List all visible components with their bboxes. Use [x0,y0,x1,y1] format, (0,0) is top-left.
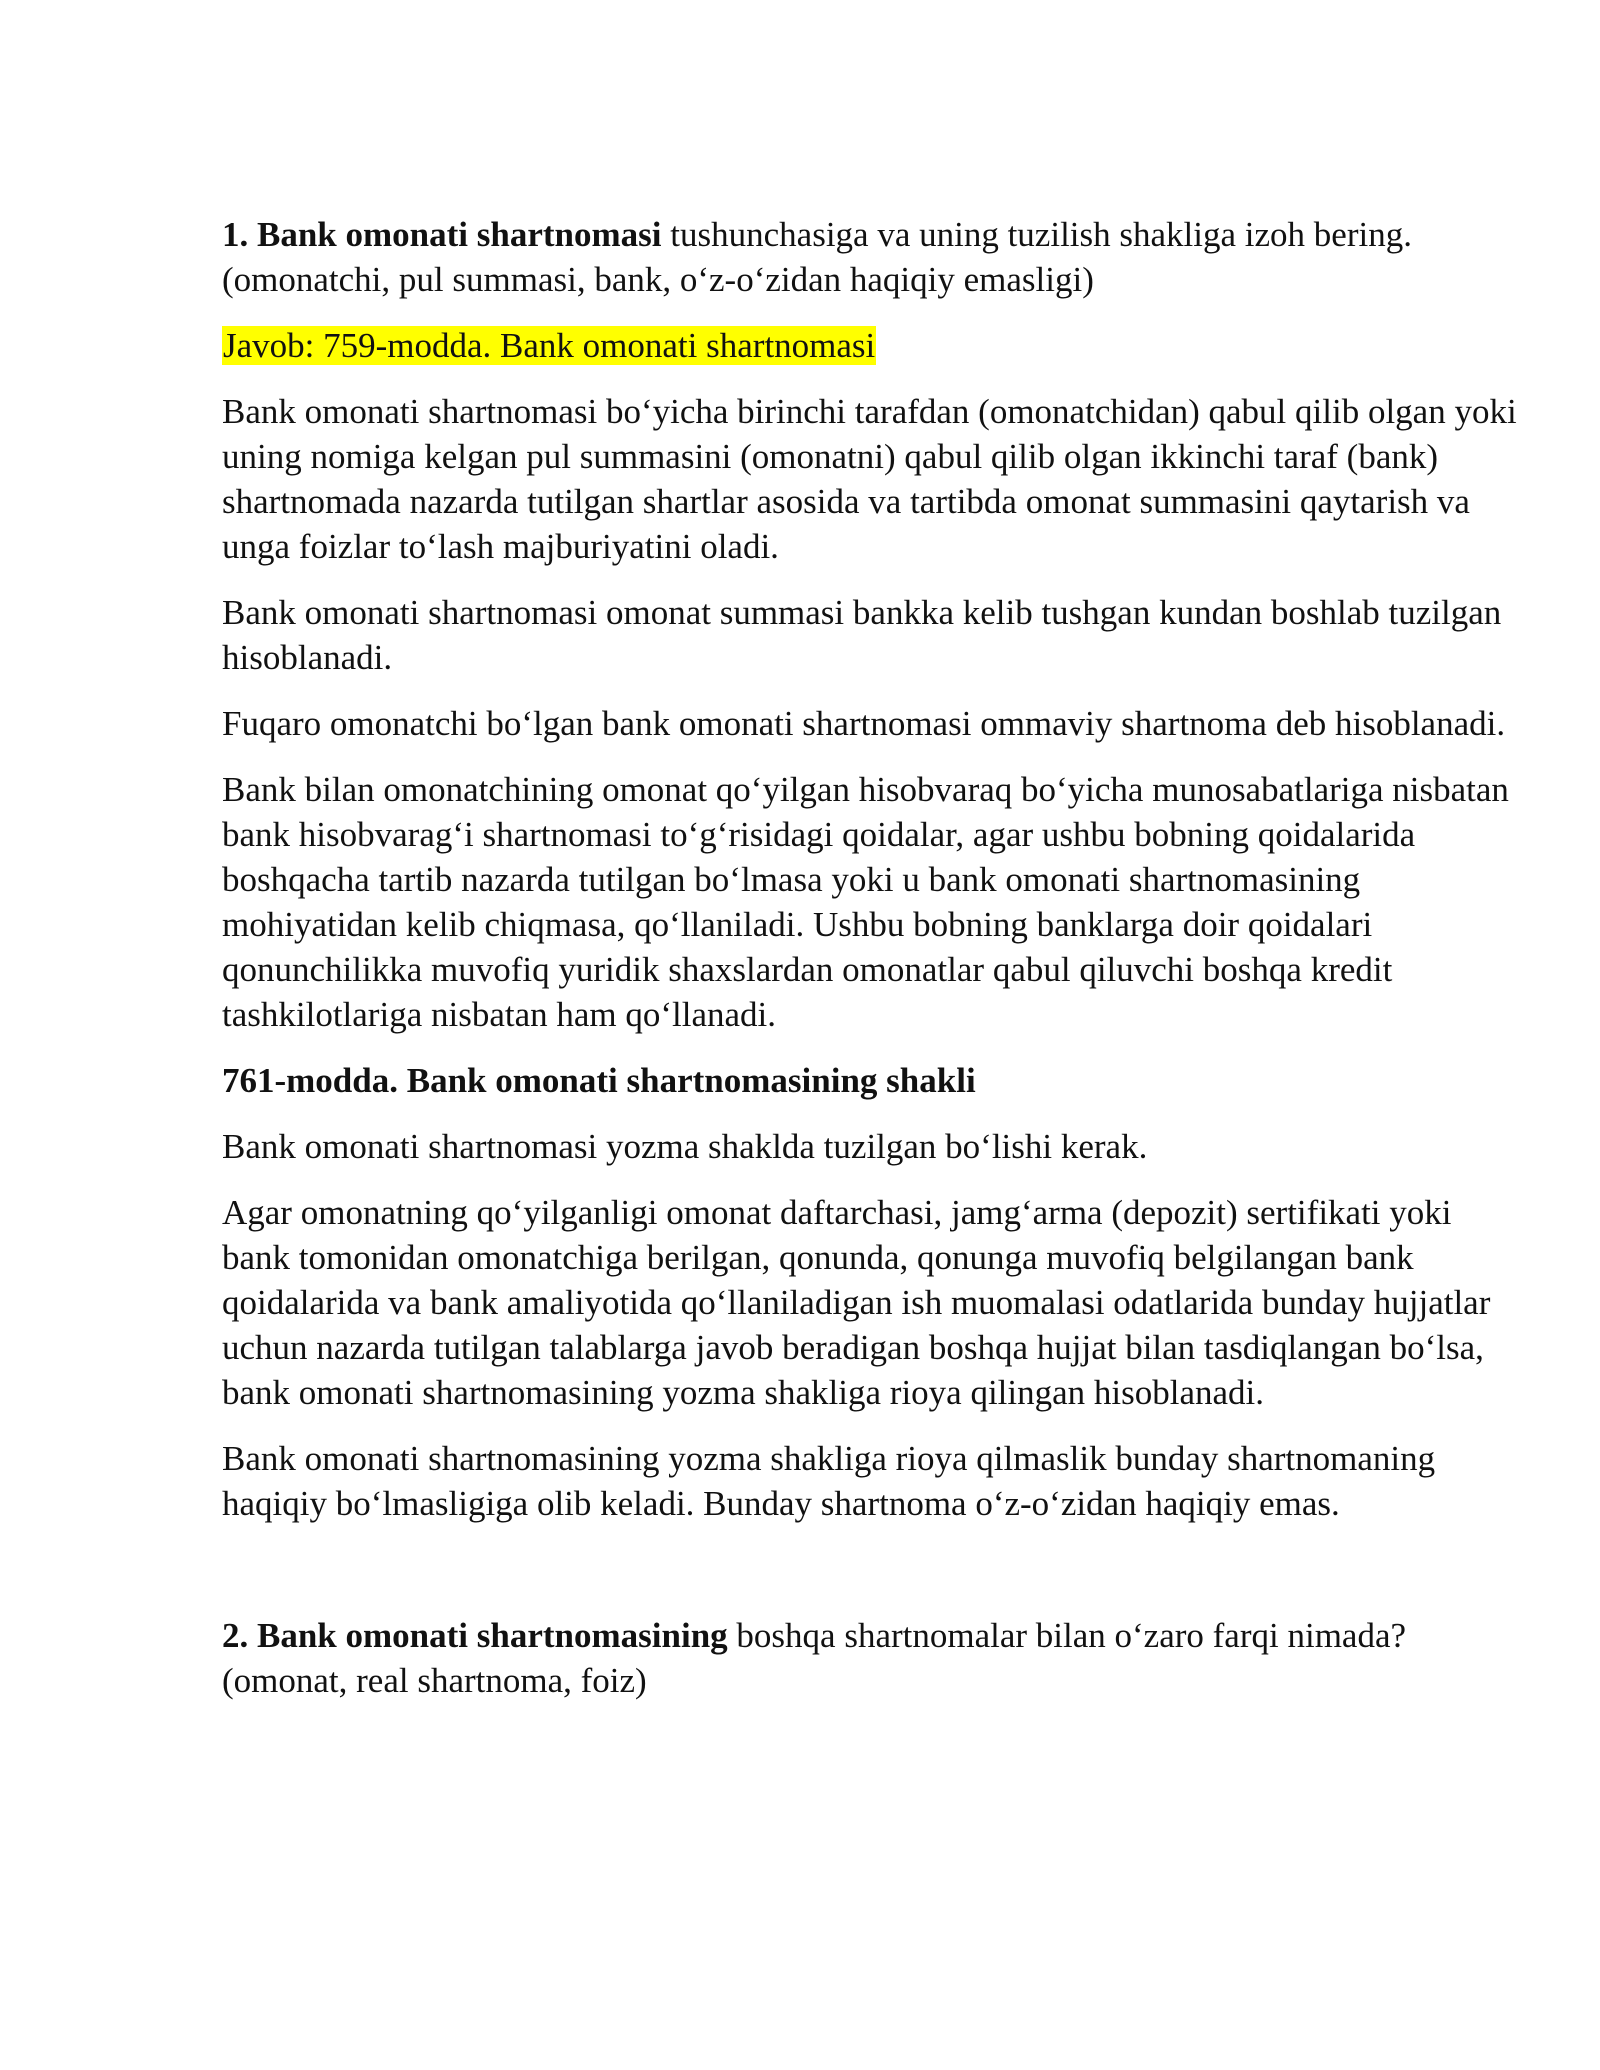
question-2-number: 2. [222,1616,249,1655]
paragraph-761-3: Bank omonati shartnomasining yozma shakliga rioya qilmaslik bunday shartnomaning haqiqiy bo‘lmasligiga olib keladi. Bunday shartnoma o‘z-o‘zidan haqiqiy emas. [222,1439,1436,1523]
paragraph-759-4: Bank bilan omonatchining omonat qo‘yilgan hisobvaraq bo‘yicha munosabatlariga nisbatan bank hisobvarag‘i shartnomasi to‘g‘risidagi qoidalar, agar ushbu bobning qoidalarida boshqacha tartib nazarda tutilgan bo‘lmasa yoki u bank omonati shartnomasining mohiyatidan kelib chiqmasa, qo‘llaniladi. Ushbu bobning banklarga doir qoidalari qonunchilikka muvofiq yuridik shaxslardan omonatlar qabul qiluvchi boshqa kredit tashkilotlariga nisbatan ham qo‘llanadi. [222,770,1509,1034]
paragraph-759-1: Bank omonati shartnomasi bo‘yicha birinchi tarafdan (omonatchidan) qabul qilib olgan yoki uning nomiga kelgan pul summasini (omonatni) qabul qilib olgan ikkinchi taraf (bank) shartnomada nazarda tutilgan shartlar asosida va tartibda omonat summasini qaytarish va unga foizlar to‘lash majburiyatini oladi. [222,392,1517,566]
paragraph-759-3: Fuqaro omonatchi bo‘lgan bank omonati shartnomasi ommaviy shartnoma deb hisoblanadi. [222,704,1506,743]
question-1-title: Bank omonati shartnomasi [257,215,662,254]
document-body [222,212,1522,1724]
question-2-text: boshqa shartnomalar bilan o‘zaro farqi nimada? [736,1616,1407,1655]
paragraph-759-2: Bank omonati shartnomasi omonat summasi bankka kelib tushgan kundan boshlab tuzilgan hisoblanadi. [222,593,1502,677]
question-1-number: 1. [222,215,249,254]
answer-highlight: Javob: 759-modda. Bank omonati shartnomasi [223,326,876,365]
paragraph-761-2: Agar omonatning qo‘yilganligi omonat daftarchasi, jamg‘arma (depozit) sertifikati yoki bank tomonidan omonatchiga berilgan, qonunda, qonunga muvofiq belgilangan bank qoidalarida va bank amaliyotida qo‘llaniladigan ish muomalasi odatlarida bunday hujjatlar uchun nazarda tutilgan talablarga javob beradigan boshqa hujjat bilan tasdiqlangan bo‘lsa, bank omonati shartnomasining yozma shakliga rioya qilingan hisoblanadi. [222,1193,1491,1412]
paragraph-761-1: Bank omonati shartnomasi yozma shaklda tuzilgan bo‘lishi kerak. [222,1127,1148,1166]
question-1-hint: (omonatchi, pul summasi, bank, o‘z-o‘zidan haqiqiy emasligi) [222,260,1094,299]
question-1-text: tushunchasiga va uning tuzilish shakliga izoh bering. [670,215,1412,254]
article-761-heading: 761-modda. Bank omonati shartnomasining shakli [222,1061,976,1100]
answer-line [222,323,1522,368]
section-spacer [222,1547,1522,1613]
question-1 [222,212,1522,302]
question-2 [222,1613,1522,1703]
question-2-title: Bank omonati shartnomasining [257,1616,728,1655]
question-2-hint: (omonat, real shartnoma, foiz) [222,1661,647,1700]
